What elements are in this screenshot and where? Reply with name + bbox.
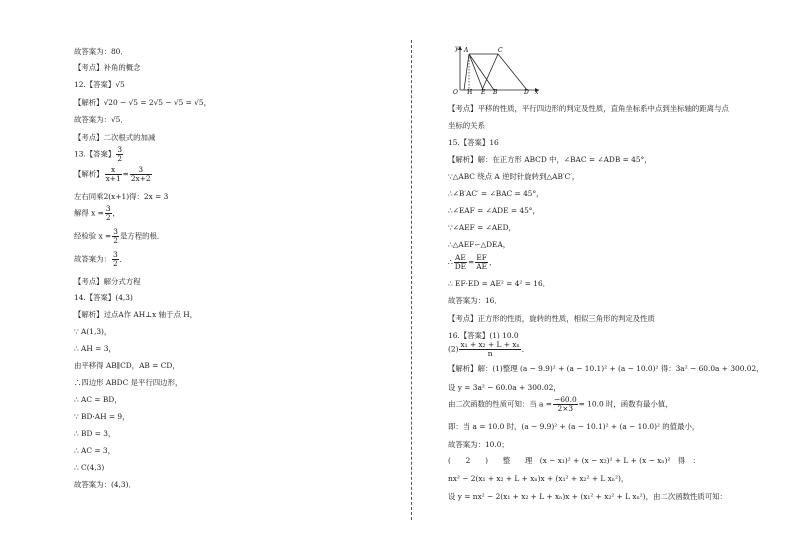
therefore-sign: ∴: [448, 257, 453, 267]
label-D: D: [524, 89, 529, 94]
q15-step: ∴∠B′AC′ = ∠BAC = 45°，: [448, 189, 544, 198]
conclusion-text: 故答案为：: [74, 254, 111, 264]
label-H: H: [467, 89, 473, 94]
numerator: 3: [105, 204, 111, 213]
q12-conclusion: 故答案为：√5．: [74, 115, 128, 124]
numerator: −60.0: [554, 395, 577, 404]
q16-analysis: 【解析】解：(1)整理 (a − 9.9)² + (a − 10.1)² + (a − 10.0)² 得：3a² − 60.0a + 300.02，: [448, 364, 764, 373]
q15-answer: 15.【答案】16: [448, 138, 499, 147]
fraction: [553, 396, 578, 413]
q12-analysis: 【解析】√20 − √5 = 2√5 − √5 = √5，: [74, 98, 211, 107]
q14-step: ∴ AH = 3，: [74, 344, 116, 353]
column-divider: [411, 40, 412, 520]
q14-step: ∴四边形 ABDC 是平行四边形，: [74, 378, 183, 387]
q16-conclusion: 故答案为：10.0；: [448, 440, 509, 449]
part-label: (2): [448, 344, 459, 354]
label-x: x: [535, 89, 539, 94]
q14-step: ∴ C(4,3): [74, 463, 105, 472]
q13-step: 左右同乘2(x+1)得：2x = 3: [74, 192, 169, 201]
denominator: 2: [112, 259, 118, 268]
q14-conclusion: 故答案为：(4,3)．: [74, 480, 136, 489]
label-E: E: [481, 89, 486, 94]
q13-topic: 【考点】解分式方程: [74, 277, 141, 286]
check-text: 经检验 x =: [74, 231, 112, 241]
denominator: DE: [454, 262, 467, 271]
fraction: [112, 228, 119, 245]
q13-answer-label: 13.【答案】: [74, 149, 116, 159]
q15-analysis: 【解析】解：在正方形 ABCD 中，∠BAC = ∠ADB = 45°，: [448, 155, 652, 164]
q15-step: ∵∠AEF = ∠AED，: [448, 223, 516, 232]
numerator: AE: [455, 253, 466, 262]
q12-topic: 【考点】二次根式的加减: [74, 133, 156, 142]
answer-line: 故答案为：80．: [74, 47, 128, 56]
q15-ratio: [448, 254, 496, 271]
q16-step: 设 y = nx² − 2(x₁ + x₂ + L + xₙ)x + (x₁² + x₂² + L xₙ²)，由二次函数性质可知：: [448, 492, 727, 501]
fraction: [105, 166, 122, 183]
q14-step: ∴ AC = BD，: [74, 395, 122, 404]
numerator: 3: [113, 227, 118, 236]
label-O: O: [453, 89, 458, 94]
q14-answer: 14.【答案】(4,3): [74, 293, 133, 302]
fraction: [459, 341, 520, 358]
vertex-suffix: = 10.0 时，函数有最小值，: [578, 399, 673, 409]
numerator: x: [105, 166, 122, 175]
denominator: 2: [105, 213, 111, 222]
q13-check: [74, 228, 164, 245]
denominator: 2: [117, 154, 123, 163]
q14-step: ∴ BD = 3，: [74, 429, 116, 438]
q15-step: ∵△ABC 绕点 A 逆时针旋转到△AB′C′，: [448, 172, 580, 181]
denominator: x+1: [105, 174, 121, 183]
label-A: A: [464, 47, 469, 54]
vertex-text: 由二次函数的性质可知：当 a =: [448, 399, 552, 409]
solve-text: 解得 x =: [74, 208, 104, 218]
q16-vertex: [448, 396, 673, 413]
q16-step: 设 y = 3a² − 60.0a + 300.02，: [448, 383, 561, 392]
fraction: [116, 146, 123, 163]
q15-step: ∴ EF·ED = AE² = 4² = 16．: [448, 279, 551, 288]
fraction: [112, 251, 119, 268]
denominator: n: [487, 349, 493, 358]
q14-step: 由平移得 AB∥CD，AB = CD，: [74, 361, 180, 370]
fraction: [454, 254, 467, 271]
q14-analysis: 【解析】过点A作 AH⊥x 轴于点 H，: [74, 310, 198, 319]
q16-part2: ( 2 ) 整 理 (x − x₁)² + (x − x₂)² + L + (x − xₙ)² 得 ：: [448, 456, 700, 465]
q14-step: ∵ BD·AH = 9，: [74, 412, 130, 421]
numerator: 3: [130, 166, 152, 175]
equals-sign: =: [122, 169, 129, 179]
numerator: x₁ + x₂ + L + xₙ: [460, 340, 520, 349]
q16-answer-part2: [448, 341, 529, 358]
numerator: EF: [476, 253, 487, 262]
denominator: 2: [113, 236, 118, 245]
q15-step: ∴△AEF∽△DEA，: [448, 240, 511, 249]
punct: ，: [488, 257, 497, 267]
analysis-label: 【解析】: [74, 169, 104, 179]
q13-solve: [74, 205, 120, 222]
fraction: [475, 254, 488, 271]
label-B: B: [493, 89, 498, 94]
q15-step: ∴∠EAF = ∠ADE = 45°，: [448, 206, 540, 215]
q16-answer: 16.【答案】(1) 10.0: [448, 331, 519, 340]
label-y: y: [455, 45, 459, 52]
geometry-figure: [449, 44, 541, 94]
denominator: AE: [476, 262, 487, 271]
q14-step: ∴ AC = 3，: [74, 446, 116, 455]
denominator: 2x+2: [130, 174, 151, 183]
q13-conclusion: [74, 251, 127, 268]
q16-step: nx² − 2(x₁ + x₂ + L + xₙ)x + (x₁² + x₂² + L xₙ²)，: [448, 474, 629, 483]
q13-analysis: [74, 166, 153, 183]
q14-topic: 【考点】平移的性质，平行四边形的判定及性质，直角坐标系中点到坐标轴的距离与点: [448, 104, 729, 113]
punct: ．: [521, 344, 530, 354]
q14-step: ∵ A(1,3)，: [74, 327, 112, 336]
check-suffix: 是方程的根．: [119, 231, 165, 241]
q13-answer: [74, 146, 124, 163]
numerator: 3: [112, 250, 118, 259]
numerator: 3: [117, 145, 123, 154]
fraction: [130, 166, 152, 183]
fraction: [105, 205, 112, 222]
q14-topic-cont: 坐标的关系: [448, 121, 485, 130]
q12-answer: 12.【答案】√5: [74, 80, 125, 89]
equals-sign: =: [468, 257, 475, 267]
q15-conclusion: 故答案为：16．: [448, 296, 502, 305]
punct: ．: [119, 254, 128, 264]
label-C: C: [498, 47, 503, 54]
topic-line: 【考点】补角的概念: [74, 63, 141, 72]
q15-topic: 【考点】正方形的性质，旋转的性质，相似三角形的判定及性质: [448, 314, 655, 323]
q16-step: 即：当 a = 10.0 时，(a − 9.9)² + (a − 10.1)² + (a − 10.0)² 的值最小，: [448, 422, 700, 431]
denominator: 2×3: [557, 404, 574, 413]
punct: ，: [112, 208, 120, 218]
